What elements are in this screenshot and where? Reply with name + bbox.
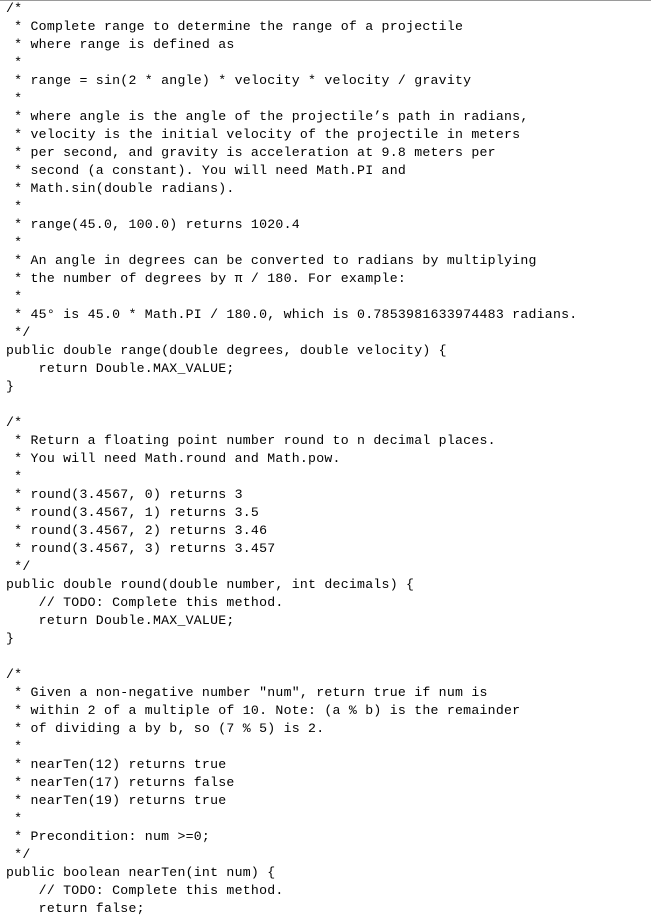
code-line[interactable]: /* (6, 667, 23, 682)
code-line[interactable]: * An angle in degrees can be converted to radians by multiplying (6, 253, 537, 268)
code-line[interactable] (6, 396, 577, 414)
code-line[interactable]: * (6, 199, 23, 214)
code-line[interactable]: * round(3.4567, 2) returns 3.46 (6, 523, 268, 538)
code-line[interactable]: * where angle is the angle of the projectile’s path in radians, (6, 109, 529, 124)
code-line[interactable]: // TODO: Complete this method. (6, 595, 284, 610)
code-line[interactable]: * range = sin(2 * angle) * velocity * velocity / gravity (6, 73, 472, 88)
code-line[interactable]: public boolean nearTen(int num) { (6, 865, 276, 880)
code-line[interactable]: * nearTen(19) returns true (6, 793, 227, 808)
code-line[interactable]: * Precondition: num >=0; (6, 829, 211, 844)
code-line[interactable]: * 45° is 45.0 * Math.PI / 180.0, which is 0.7853981633974483 radians. (6, 307, 578, 322)
code-line[interactable]: * (6, 289, 23, 304)
code-line[interactable]: * (6, 55, 23, 70)
code-line[interactable] (6, 648, 577, 666)
code-line[interactable]: * round(3.4567, 1) returns 3.5 (6, 505, 260, 520)
code-line[interactable]: * second (a constant). You will need Math.PI and (6, 163, 407, 178)
code-line[interactable]: */ (6, 559, 31, 574)
code-line[interactable]: * (6, 469, 23, 484)
code-line[interactable]: /* (6, 1, 23, 16)
code-line[interactable]: * round(3.4567, 0) returns 3 (6, 487, 243, 502)
code-line[interactable]: * where range is defined as (6, 37, 235, 52)
code-line[interactable]: * Math.sin(double radians). (6, 181, 235, 196)
code-line[interactable]: * (6, 91, 23, 106)
code-line[interactable]: } (6, 379, 15, 394)
code-line[interactable]: */ (6, 847, 31, 862)
code-line[interactable]: * round(3.4567, 3) returns 3.457 (6, 541, 276, 556)
code-line[interactable]: * (6, 811, 23, 826)
code-line[interactable]: * the number of degrees by π / 180. For example: (6, 271, 407, 286)
code-line[interactable]: return false; (6, 901, 145, 916)
code-line[interactable]: * velocity is the initial velocity of the projectile in meters (6, 127, 521, 142)
code-line[interactable]: * nearTen(17) returns false (6, 775, 235, 790)
code-line[interactable]: * of dividing a by b, so (7 % 5) is 2. (6, 721, 325, 736)
code-line[interactable]: return Double.MAX_VALUE; (6, 613, 235, 628)
code-line[interactable]: * within 2 of a multiple of 10. Note: (a % b) is the remainder (6, 703, 521, 718)
code-line[interactable]: * (6, 739, 23, 754)
code-text-area[interactable] (6, 0, 577, 918)
code-line[interactable]: * per second, and gravity is acceleration at 9.8 meters per (6, 145, 496, 160)
code-line[interactable]: * Complete range to determine the range of a projectile (6, 19, 464, 34)
code-line[interactable]: * range(45.0, 100.0) returns 1020.4 (6, 217, 300, 232)
code-line[interactable]: * Return a floating point number round to n decimal places. (6, 433, 496, 448)
code-line[interactable]: // TODO: Complete this method. (6, 883, 284, 898)
code-line[interactable]: */ (6, 325, 31, 340)
code-line[interactable]: /* (6, 415, 23, 430)
code-line[interactable]: } (6, 631, 15, 646)
code-line[interactable]: * You will need Math.round and Math.pow. (6, 451, 341, 466)
code-line[interactable]: * nearTen(12) returns true (6, 757, 227, 772)
code-line[interactable]: public double round(double number, int decimals) { (6, 577, 415, 592)
code-line[interactable]: return Double.MAX_VALUE; (6, 361, 235, 376)
code-line[interactable]: * Given a non-negative number "num", return true if num is (6, 685, 488, 700)
code-line[interactable]: * (6, 235, 23, 250)
code-line[interactable]: public double range(double degrees, double velocity) { (6, 343, 447, 358)
